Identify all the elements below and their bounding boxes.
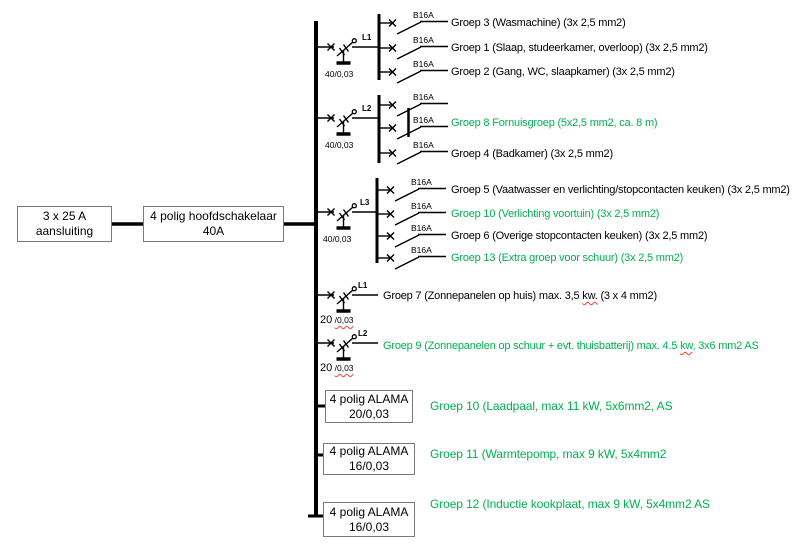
alama-box-line2: 16/0,03: [348, 519, 390, 534]
breaker-rating-label: B16A: [413, 35, 434, 45]
breaker-symbol-5: [379, 125, 448, 140]
rcd-rating-label: 40/0,03: [323, 234, 352, 244]
rcd-phase-label: L3: [360, 198, 370, 207]
main-switch-box-line2: 40A: [202, 224, 225, 238]
breaker-symbol-7: [377, 187, 446, 202]
alama-box-line2: 20/0,03: [348, 406, 390, 421]
rcd-rating-label: 20 /0,03: [320, 362, 354, 374]
group-label-groep-10-laadpaal: Groep 10 (Laadpaal, max 11 kW, 5x6mm2, AS: [430, 399, 673, 413]
group-label-groep-5: Groep 5 (Vaatwasser en verlichting/stopcontacten keuken) (3x 2,5 mm2): [451, 184, 790, 196]
breaker-symbol-6: [379, 150, 448, 165]
rcd-rating-label: 20 /0,03: [320, 314, 354, 326]
alama-box-kookplaat: [323, 502, 415, 537]
rcd-phase-label: L2: [358, 329, 368, 338]
rcd-rating-label: 40/0,03: [325, 140, 354, 150]
connection-box-line2: aansluiting: [35, 224, 94, 238]
breaker-rating-label: B16A: [413, 92, 434, 102]
breaker-symbol-2: [379, 45, 448, 60]
breaker-rating-label: B16A: [413, 140, 434, 150]
main-switch-box: [143, 206, 284, 242]
alama-box-line1: 4 polig ALAMA: [329, 391, 409, 406]
rcd-rating-label: 40/0,03: [325, 69, 354, 79]
group-label-groep-9: Groep 9 (Zonnepanelen op schuur + evt. thuisbatterij) max. 4.5 kw, 3x6 mm2 AS: [383, 340, 759, 352]
alama-box-warmtepomp: [323, 443, 415, 475]
alama-box-line1: 4 polig ALAMA: [329, 444, 409, 458]
main-switch-box-line1: 4 polig hoofdschakelaar: [150, 209, 277, 223]
breaker-rating-label: B16A: [413, 59, 434, 69]
connection-box: [17, 206, 112, 242]
breaker-rating-label: B16A: [411, 201, 432, 211]
rcd-phase-label: L1: [358, 281, 368, 290]
rcd-symbol-3: [316, 204, 377, 228]
sub-buses: [377, 14, 379, 263]
group-label-groep-11: Groep 11 (Warmtepomp, max 9 kW, 5x4mm2: [430, 447, 667, 461]
breaker-symbol-3: [379, 69, 448, 84]
alama-box-line2: 16/0,03: [348, 459, 390, 473]
alama-box-laadpaal: [325, 390, 413, 423]
rcd-symbol-1: [316, 39, 379, 63]
rcd-symbol-2: [316, 110, 379, 134]
group-label-groep-3: Groep 3 (Wasmachine) (3x 2,5 mm2): [451, 17, 626, 29]
group-label-groep-4: Groep 4 (Badkamer) (3x 2,5 mm2): [451, 148, 613, 160]
group-label-groep-6: Groep 6 (Overige stopcontacten keuken) (3x 2,5 mm2): [451, 230, 708, 242]
rcd-symbol-4: [316, 287, 378, 311]
rcd-phase-label: L2: [362, 104, 372, 113]
group-label-groep-10-voortuin: Groep 10 (Verlichting voortuin) (3x 2,5 mm2): [451, 208, 660, 220]
group-label-groep-8: Groep 8 Fornuisgroep (5x2,5 mm2, ca. 8 m): [451, 117, 658, 129]
breaker-symbol-10: [377, 255, 446, 270]
breaker-rating-label: B16A: [411, 245, 432, 255]
group-label-groep-12: Groep 12 (Inductie kookplaat, max 9 kW, 5x4mm2 AS: [430, 497, 710, 511]
feeder-lines: [112, 224, 325, 516]
group-label-groep-2: Groep 2 (Gang, WC, slaapkamer) (3x 2,5 mm2): [451, 66, 675, 78]
connection-box-line1: 3 x 25 A: [42, 209, 87, 223]
group-label-groep-1: Groep 1 (Slaap, studeerkamer, overloop) (3x 2,5 mm2): [451, 42, 708, 54]
rcd-symbol-5: [316, 335, 378, 359]
group-label-groep-7: Groep 7 (Zonnepanelen op huis) max. 3,5 kw. (3 x 4 mm2): [383, 290, 657, 302]
breaker-symbol-1: [379, 20, 448, 35]
alama-box-line1: 4 polig ALAMA: [329, 504, 409, 519]
rcd-phase-label: L1: [362, 33, 372, 42]
group-label-groep-13: Groep 13 (Extra groep voor schuur) (3x 2,5 mm2): [451, 252, 684, 264]
breaker-rating-label: B16A: [413, 10, 434, 20]
breaker-rating-label: B16A: [411, 223, 432, 233]
breaker-rating-label: B16A: [411, 177, 432, 187]
breaker-symbol-4: [379, 102, 448, 117]
breaker-rating-label: B16A: [413, 115, 434, 125]
